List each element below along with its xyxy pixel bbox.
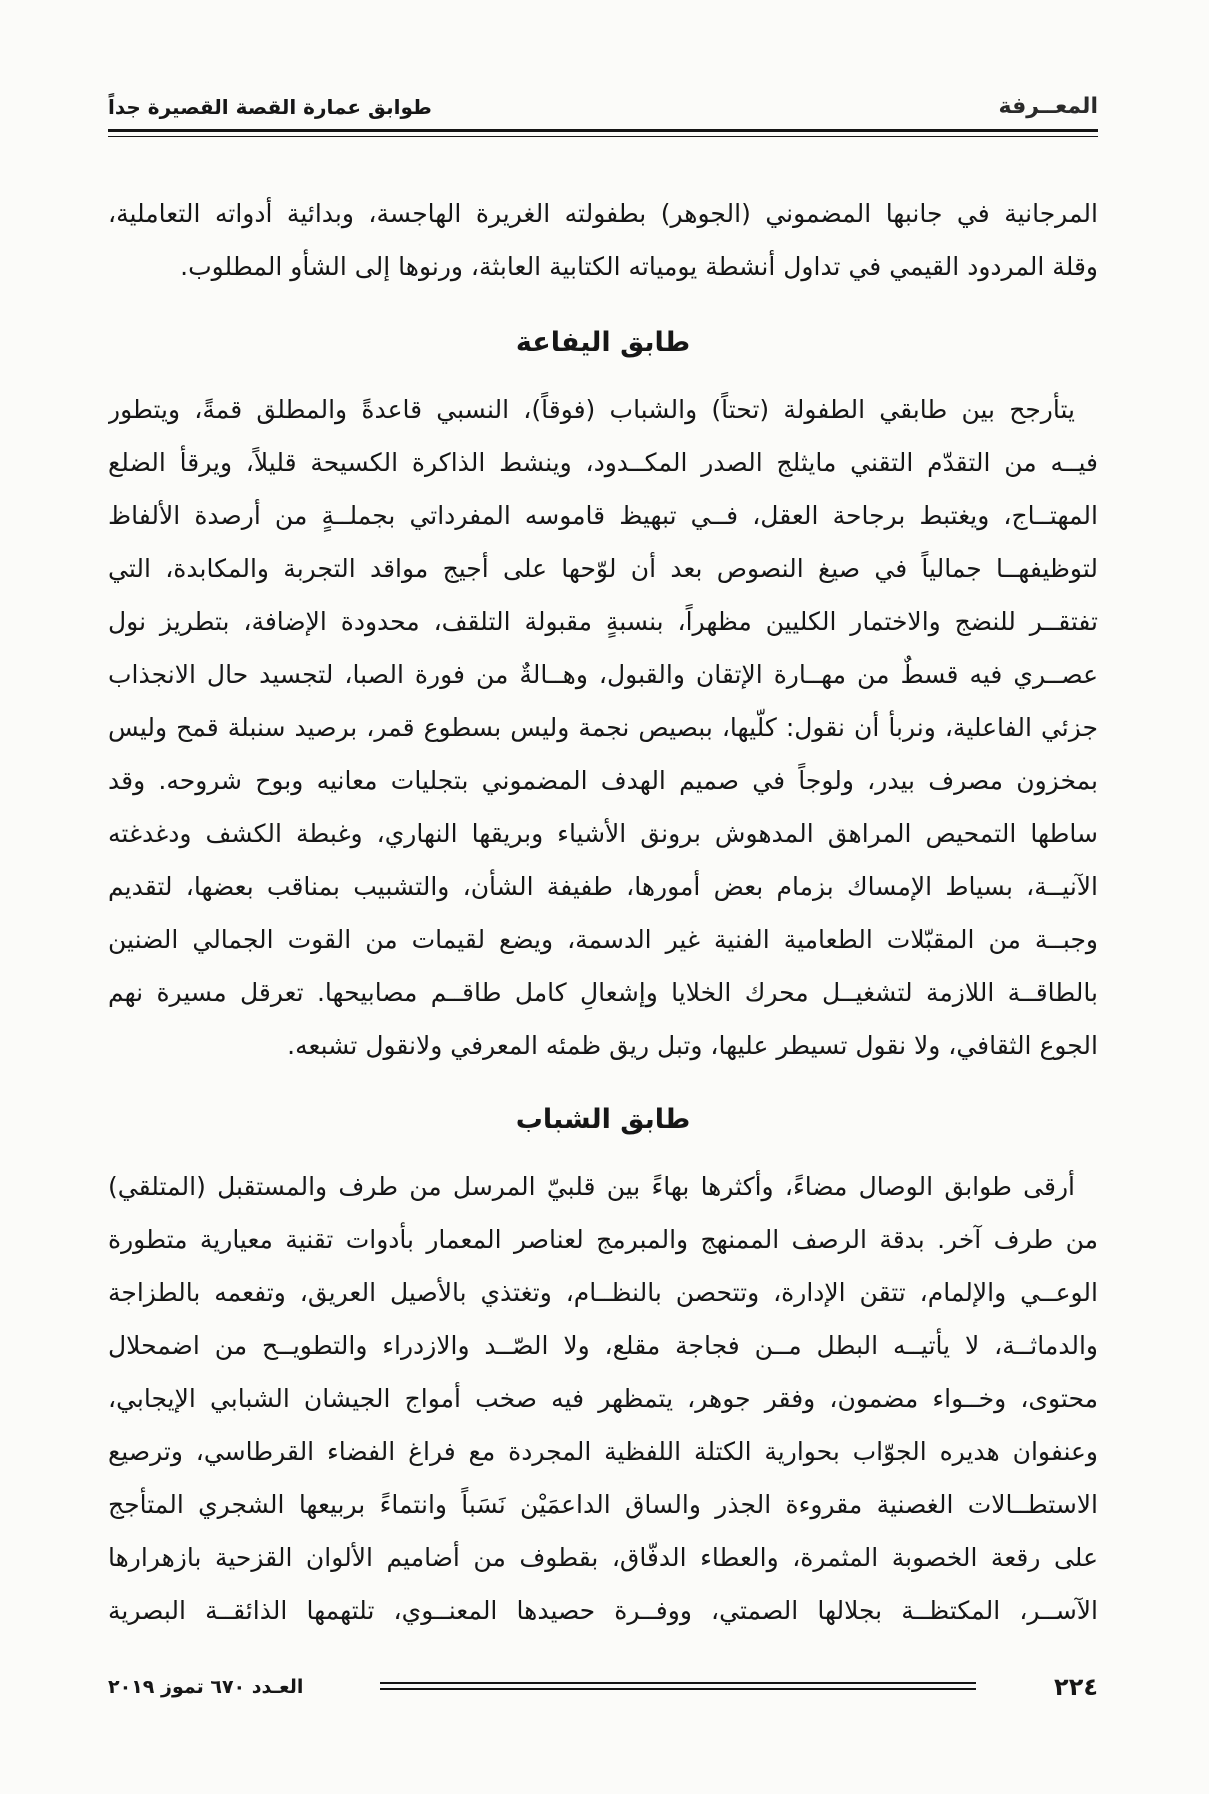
text-line: والدماثــة، لا يأتيــه البطل مــن فجاجة مقلع، ولا الصّــد والازدراء والتطويــح من اضمحلال — [108, 1331, 1098, 1360]
paragraph-intro — [108, 187, 1098, 293]
text-line: الآســر، المكتظــة بجلالها الصمتي، ووفــرة حصيدها المعنــوي، تلتهمها الذائقــة البصرية — [108, 1596, 1098, 1625]
text-line: بالطاقــة اللازمة لتشغيــل محرك الخلايا وإشعالِ كامل طاقــم مصابيحها. تعرقل مسيرة نهم — [108, 978, 1098, 1007]
page-number: ٢٢٤ — [1054, 1673, 1098, 1701]
issue-info: العـدد ٦٧٠ تموز ٢٠١٩ — [108, 1676, 304, 1698]
text-line: يتأرجح بين طابقي الطفولة (تحتاً) والشباب (فوقاً)، النسبي قاعدةً والمطلق قمةً، ويتطور — [108, 395, 1075, 424]
magazine-logo: المعــرفة — [998, 94, 1098, 119]
text-line: من طرف آخر. بدقة الرصف الممنهج والمبرمج لعناصر المعمار بأدوات تقنية معيارية متطورة — [108, 1225, 1098, 1254]
text-line: وجبــة من المقبّلات الطعامية الفنية غير الدسمة، ويضع لقيمات من القوت الجمالي الضنين — [108, 925, 1098, 954]
text-line: وقلة المردود القيمي في تداول أنشطة يومياته الكتابية العابثة، ورنوها إلى الشأو المطلوب. — [180, 252, 1098, 281]
text-line: أرقى طوابق الوصال مضاءً، وأكثرها بهاءً بين قلبيّ المرسل من طرف والمستقبل (المتلقي) — [108, 1172, 1075, 1201]
section-heading: طابق اليفاعة — [515, 327, 691, 358]
section-heading: طابق الشباب — [515, 1104, 691, 1135]
text-line: جزئي الفاعلية، ونربأ أن نقول: كلّيها، ببصيص نجمة وليس بسطوع قمر، برصيد سنبلة قمح وليس — [108, 713, 1098, 742]
text-line: لتوظيفهــا جمالياً في صيغ النصوص بعد أن لوّحها على أجيج مواقد التجربة والمكابدة، التي — [108, 554, 1098, 583]
text-line: تفتقــر للنضج والاختمار الكليين مظهراً، بنسبةٍ مقبولة التلقف، محدودة الإضافة، بتطريز نول — [108, 607, 1098, 636]
footer-rule — [380, 1682, 976, 1690]
text-line: الاستطــالات الغصنية مقروءة الجذر والساق الداعمَيْن نَسَباً وانتماءً بربيعها الشجري المتأجج — [108, 1490, 1098, 1519]
text-line: عصــري فيه قسطٌ من مهــارة الإتقان والقبول، وهــالةٌ من فورة الصبا، لتجسيد حال الانجذاب — [108, 660, 1098, 689]
text-line: وعنفوان هديره الجوّاب بحوارية الكتلة اللفظية المجردة مع فراغ الفضاء القرطاسي، وترصيع — [108, 1437, 1098, 1466]
text-line: الوعــي والإلمام، تتقن الإدارة، وتتحصن بالنظــام، وتغتذي بالأصيل العريق، وتفعمه بالطزاجة — [108, 1278, 1098, 1307]
text-line: ساطها التمحيص المراهق المدهوش برونق الأشياء وبريقها النهاري، وغبطة الكشف ودغدغته — [108, 819, 1098, 848]
text-line: محتوى، وخــواء مضمون، وفقر جوهر، يتمظهر فيه صخب أمواج الجيشان الشبابي الإيجابي، — [108, 1384, 1098, 1413]
text-line: الجوع الثقافي، ولا نقول تسيطر عليها، وتبل ريق ظمئه المعرفي ولانقول تشبعه. — [287, 1031, 1098, 1060]
paragraph-section-1 — [108, 383, 1098, 1072]
text-line: الآنيــة، بسياط الإمساك بزمام بعض أمورها، طفيفة الشأن، والتشبيب بمناقب بعضها، لتقديم — [108, 872, 1098, 901]
text-line: فيــه من التقدّم التقني مايثلج الصدر المكــدود، وينشط الذاكرة الكسيحة قليلاً، ويرقأ الضلع — [108, 448, 1098, 477]
text-line: على رقعة الخصوبة المثمرة، والعطاء الدفّاق، بقطوف من أضاميم الألوان القزحية بازهرارها — [108, 1543, 1098, 1572]
text-line: بمخزون مصرف بيدر، ولوجاً في صميم الهدف المضموني بتجليات معانيه وبوح شروحه. وقد — [108, 766, 1098, 795]
paragraph-section-2 — [108, 1160, 1098, 1637]
running-title: طوابق عمارة القصة القصيرة جداً — [108, 95, 432, 119]
text-line: المهتــاج، ويغتبط برجاحة العقل، فــي تبهيظ قاموسه المفرداتي بجملــةٍ من أرصدة الألفاظ — [108, 501, 1098, 530]
text-line: المرجانية في جانبها المضموني (الجوهر) بطفولته الغريرة الهاجسة، وبدائية أدواته التعاملية، — [108, 199, 1098, 228]
